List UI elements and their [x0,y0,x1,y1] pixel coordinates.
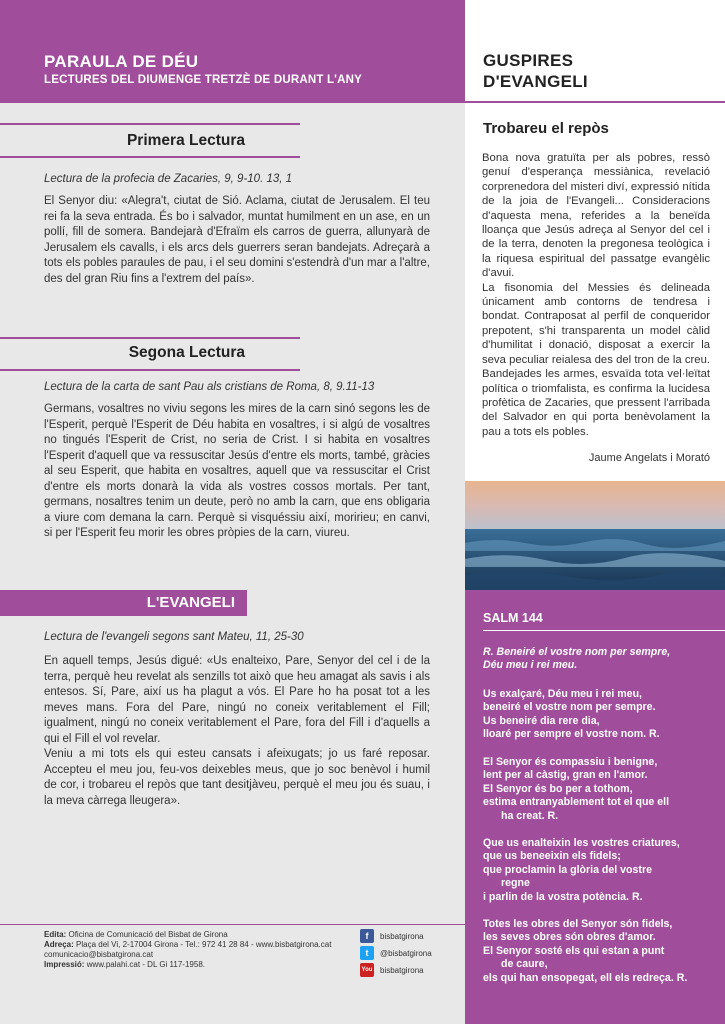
impressio-value: www.palahi.cat - DL Gi 117-1958. [86,960,205,969]
psalm-stanza-3 [483,837,718,904]
article-paragraph-1: Bona nova gratuïta per als pobres, ressò genuí d'esperança messiànica, revelació corprenedora del misteri diví, expressió nítida de la joia de l'Evangeli... Consideracions d'aquesta mena, referides a la beneïda lloança que Jesús adreça al Senyor del cel i de la terra, denoten la pregonesa teològica i la riquesa espiritual del passatge evangèlic d'avui. [482,152,710,280]
second-reading-bottom-line [0,369,300,371]
twitter-icon: t [360,946,374,960]
psalm-divider [483,630,725,631]
gospel-heading: L'EVANGELI [146,594,235,611]
edita-value: Oficina de Comunicació del Bisbat de Girona [68,930,228,939]
psalm-stanza-2 [483,756,718,823]
gospel-paragraph-2: Veniu a mi tots els qui esteu cansats i afeixugats; jo us faré reposar. Accepteu el meu jou, feu-vos deixebles meus, que jo soc benèvol i humil de cor, i trobareu el repòs que tant desitjàveu, perquè el meu jou és suau, i la meva càrrega lleugera». [44,748,430,807]
page-subtitle: LECTURES DEL DIUMENGE TRETZÈ DE DURANT L'ANY [44,74,362,86]
psalm-stanza-1 [483,688,718,742]
social-label: @bisbatgirona [380,948,432,958]
psalm-line: els qui han ensopegat, ell els redreça. R. [483,971,688,984]
second-reading-top-line [0,337,300,339]
article-paragraph-2: La fisonomia del Messies és delineada únicament amb contorns de tendresa i bondat. Contraposat al perfil de conqueridor prepotent, s'hi transparenta un model càlid d'humilitat i donació, disposat a exercir la seva peculiar reialesa des del tron de la creu. Bandejades les armes, esvaïda tota vel·leïtat política o triomfalista, es confirma la lucidesa profètica de Zacaries, que pressent l'arribada del Salvador en qui porta benèvolament la pau a tots els pobles. [482,281,710,438]
gospel-reference: Lectura de l'evangeli segons sant Mateu, 11, 25-30 [44,631,304,643]
impressio-label: Impressió: [44,960,85,969]
social-label: bisbatgirona [380,931,424,941]
sidebar-title-line-1: GUSPIRES [483,51,574,70]
article-title: Trobareu el repòs [483,120,609,137]
footer-email[interactable]: comunicacio@bisbatgirona.cat [44,950,154,959]
facebook-icon: f [360,929,374,943]
psalm-stanza-4 [483,918,718,985]
psalm-line: Us beneiré dia rere dia, [483,714,600,727]
sea-illustration [465,481,725,590]
edita-label: Edita: [44,930,67,939]
sidebar-title [483,50,588,92]
adreca-value: Plaça del Vi, 2-17004 Girona - Tel.: 972 41 28 84 - www.bisbatgirona.cat [76,940,332,949]
psalm-line: regne [501,877,530,890]
psalm-line: que proclamin la glòria del vostre [483,863,652,876]
second-reading-reference: Lectura de la carta de sant Pau als cristians de Roma, 8, 9.11-13 [44,381,375,393]
psalm-line: Totes les obres del Senyor són fidels, [483,918,673,930]
psalm-line: de caure, [501,958,548,971]
psalm-title: SALM 144 [483,611,543,625]
sea-photo [465,481,725,590]
first-reading-text: El Senyor diu: «Alegra't, ciutat de Sió. Aclama, ciutat de Jerusalem. El teu rei fa la seva entrada. És bo i salvador, muntat humilment en un ase, en un pollí, fill de somera. Bandejarà d'Efraïm els carros de guerra, allunyarà de Jerusalem els cavalls, i els arcs dels guerrers seran bandejats. Adreçarà a tots els pobles paraules de pau, i el seu domini s'estendrà d'un mar a l'altre, des del gran Riu fins a l'extrem del país». [44,195,430,285]
psalm-line: Us exalçaré, Déu meu i rei meu, [483,688,642,700]
second-reading-heading: Segona Lectura [128,344,245,361]
psalm-line: les seves obres són obres d'amor. [483,931,656,944]
psalm-line: i parlin de la vostra potència. R. [483,890,643,903]
gospel-paragraph-1: En aquell temps, Jesús digué: «Us enalteixo, Pare, Senyor del cel i de la terra, perquè heu revelat als senzills tot això que heu amagat als savis i als entesos. Sí, Pare, així us ha plagut a vós. El Pare ho ha posat tot a les meves mans. Fora del Pare, ningú no coneix veritablement el Fill; igualment, ningú no coneix veritablement el Pare, fora del Fill i d'aquells a qui el Fill el vol revelar. [44,655,430,745]
second-reading-text: Germans, vosaltres no viviu segons les mires de la carn sinó segons les de l'Esperit, perquè l'Esperit de Déu habita en vosaltres, i si algú de vosaltres no tingués l'Esperit de Crist, no seria de Crist. I si habita en vosaltres l'Esperit d'aquell que va ressuscitar Jesús d'entre els morts, també, gràcies al seu Esperit, que habita en vosaltres, aquell que va ressuscitar el Crist d'entre els morts donarà la vida als vostres cossos mortals. Per tant, germans, nosaltres tenim un deute, però no amb la carn, que ens obligaria a viure com demana la carn. Perquè si visquéssiu així, moririeu; en canvi, si per l'Esperit feu morir les obres pròpies de la carn, viureu. [44,403,430,539]
article-author: Jaume Angelats i Morató [588,452,710,464]
first-reading-reference: Lectura de la profecia de Zacaries, 9, 9-10. 13, 1 [44,173,293,185]
footer-credits [44,930,344,970]
first-reading-top-line [0,123,300,125]
psalm-line: que us beneeixin els fidels; [483,850,621,863]
social-facebook[interactable] [360,929,424,943]
psalm-line: El Senyor és bo per a tothom, [483,782,633,795]
first-reading-heading: Primera Lectura [126,132,245,149]
article-body [482,151,710,439]
psalm-line: R. Beneiré el vostre nom per sempre, [483,646,671,658]
page-title: PARAULA DE DÉU [44,52,199,71]
social-label: bisbatgirona [380,965,424,975]
social-youtube[interactable] [360,963,424,977]
psalm-line: Déu meu i rei meu. [483,659,578,672]
psalm-line: lloaré per sempre el vostre nom. R. [483,728,660,741]
sidebar-title-line-2: D'EVANGELI [483,72,588,91]
sidebar-divider [465,101,725,103]
psalm-line: Que us enalteixin les vostres criatures, [483,837,680,849]
gospel-heading-bar [0,590,247,616]
psalm-line: estima entranyablement tot el que ell [483,796,670,809]
gospel-text [44,654,430,809]
footer-divider [0,924,465,925]
psalm-line: lent per al càstig, gran en l'amor. [483,769,648,782]
psalm-line: ha creat. R. [501,809,559,822]
youtube-icon: You [360,963,374,977]
first-reading-bottom-line [0,156,300,158]
header-banner [0,0,465,103]
psalm-response [483,646,713,673]
psalm-line: beneiré el vostre nom per sempre. [483,701,656,714]
psalm-line: El Senyor és compassiu i benigne, [483,756,658,768]
psalm-panel [465,590,725,1024]
social-twitter[interactable] [360,946,432,960]
adreca-label: Adreça: [44,940,74,949]
psalm-line: El Senyor sosté els qui estan a punt [483,944,665,957]
